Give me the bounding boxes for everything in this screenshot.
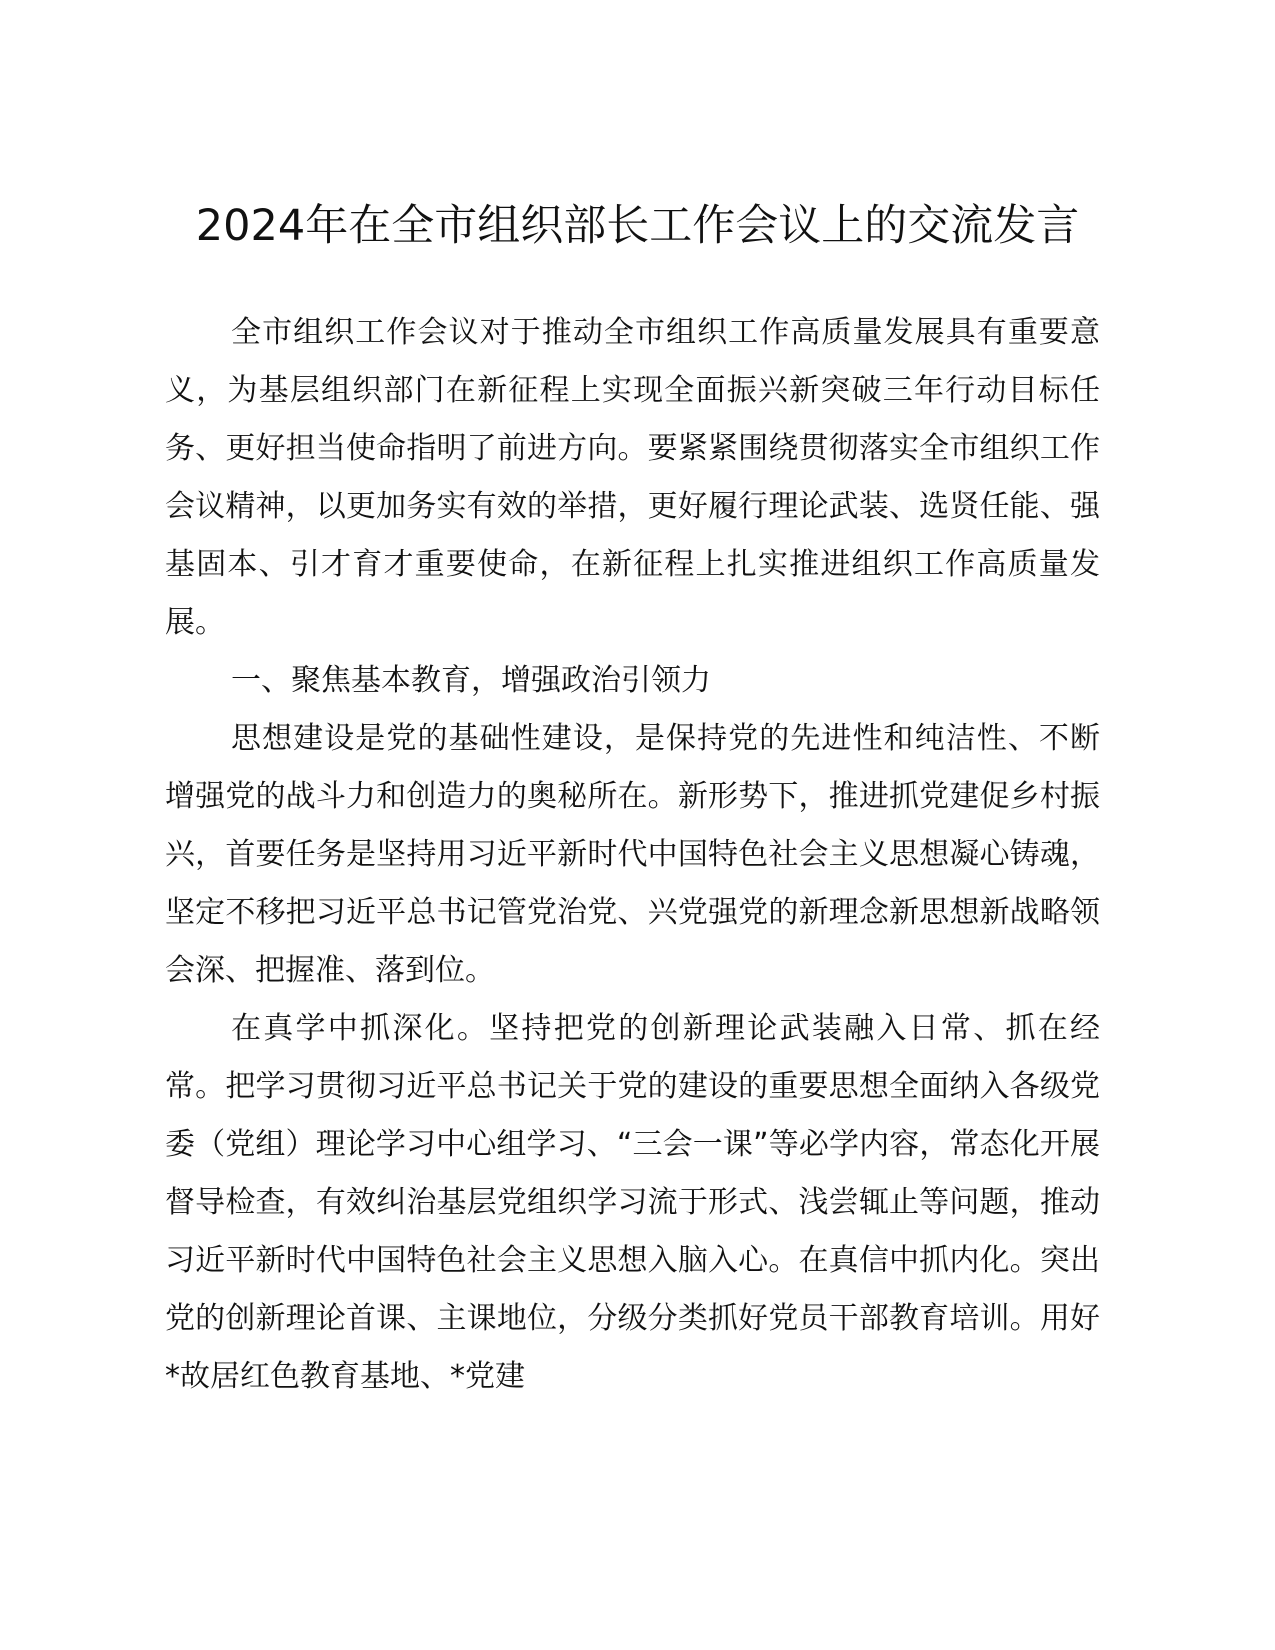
intro-paragraph: 全市组织工作会议对于推动全市组织工作高质量发展具有重要意义，为基层组织部门在新征程上实现全面振兴新突破三年行动目标任务、更好担当使命指明了前进方向。要紧紧围绕贯彻落实全市组织工作会议精神，以更加务实有效的举措，更好履行理论武装、选贤任能、强基固本、引才育才重要使命，在新征程上扎实推进组织工作高质量发展。 xyxy=(165,315,1100,640)
document-body xyxy=(165,304,1100,1406)
document-title: 2024年在全市组织部长工作会议上的交流发言 xyxy=(195,201,1080,251)
body-paragraph: 在真学中抓深化。坚持把党的创新理论武装融入日常、抓在经常。把学习贯彻习近平总书记关于党的建设的重要思想全面纳入各级党委（党组）理论学习中心组学习、“三会一课”等必学内容，常态化开展督导检查，有效纠治基层党组织学习流于形式、浅尝辄止等问题，推动习近平新时代中国特色社会主义思想入脑入心。在真信中抓内化。突出党的创新理论首课、主课地位，分级分类抓好党员干部教育培训。用好*故居红色教育基地、*党建 xyxy=(165,1011,1100,1394)
section-heading: 一、聚焦基本教育，增强政治引领力 xyxy=(231,663,711,698)
body-paragraph: 思想建设是党的基础性建设，是保持党的先进性和纯洁性、不断增强党的战斗力和创造力的奥秘所在。新形势下，推进抓党建促乡村振兴，首要任务是坚持用习近平新时代中国特色社会主义思想凝心铸魂，坚定不移把习近平总书记管党治党、兴党强党的新理念新思想新战略领会深、把握准、落到位。 xyxy=(165,721,1100,988)
